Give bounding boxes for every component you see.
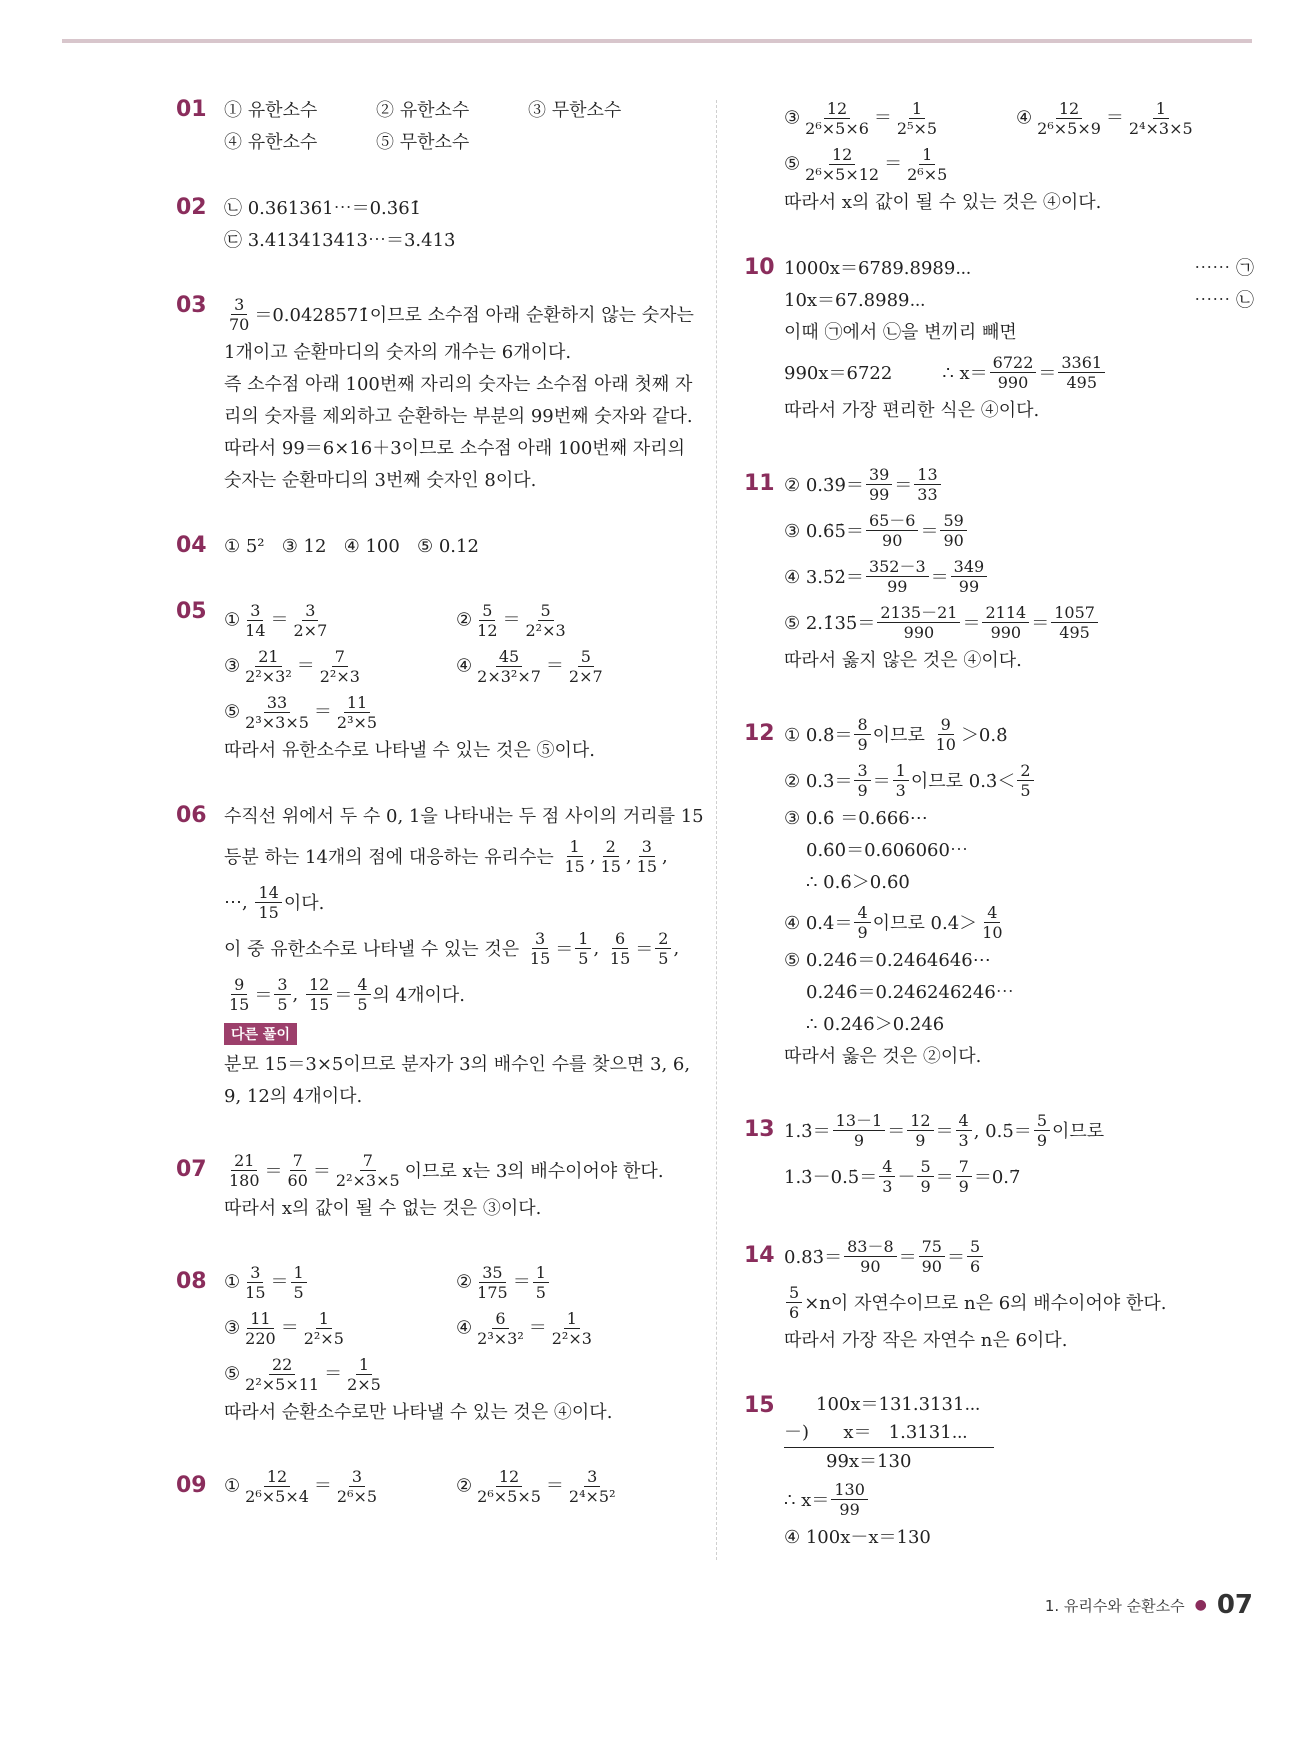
problem-number: 04 — [176, 533, 207, 558]
problem-12: 12 ① 0.8̇＝ $\frac{8}{9}$ 이므로 $\frac{9}{10}$ ＞0.8̇ ② 0.3̇＝ $\frac{3}{9}$ ＝ $\frac{1}{3}$ 이므로 0.3̇＜ $\frac{2}{5}$ ③ 0.6̇ ＝0.666⋯ 0.6̇0̇＝0.606060⋯ ∴ 0.6̇＞0.6̇0̇ ④ 0.4̇＝ $\frac{4}{9}$ 이므로 0.4̇＞ $\frac{4}{10}$ ⑤ 0.24̇6̇＝0.2464646⋯ 0.2̇46̇＝0.246246246⋯ ∴ 0.24̇6̇＞0.2̇46̇ 따라서 옳은 것은 ②이다. — [744, 711, 1254, 1073]
problem-number: 05 — [176, 599, 207, 624]
problem-number: 13 — [744, 1117, 775, 1142]
problem-number: 06 — [176, 803, 207, 828]
fraction: $\frac{3}{70}$ — [229, 294, 250, 334]
problem-07: 07 $\frac{21}{180}$ ＝ $\frac{7}{60}$ ＝ $\frac{7}{\text{2²×3×5}}$ 이므로 x는 3의 배수이어야 한다. 따라서 x의 값이 될 수 없는 것은 ③이다. — [176, 1150, 664, 1219]
top-rule — [62, 39, 1252, 43]
problem-02: 02 ㉡ 0.361361⋯＝0.3̇61̇ ㉢ 3.413413413⋯＝3.4̇13̇ — [176, 195, 456, 251]
problem-number: 11 — [744, 471, 775, 496]
problem-10: 10 1000x＝6789.8989⋯ ⋯⋯ ㉠ 10x＝67.8989⋯ ⋯⋯ ㉡ 이때 ㉠에서 ㉡을 변끼리 빼면 990x＝6722 ∴ x＝ $\frac{6722}{990}$ ＝ $\frac{3361}{495}$ 따라서 가장 편리한 식은 ④이다. — [744, 255, 1254, 421]
column-divider — [716, 100, 717, 1560]
problem-number: 08 — [176, 1269, 207, 1294]
problem-05: 05 ① $\frac{3}{14}$ ＝ $\frac{3}{2\times 7}$ ② $\frac{5}{12}$ ＝ $\frac{5}{\text{2²×3}}$ ③ $\frac{21}{\text{2²×3²}}$ ＝ $\frac{7}{\text{2²×3}}$ ④ $\frac{45}{\text{2×3²×7}}$ ＝ $\frac{5}{2\times 7}$ ⑤ $\frac{33}{\text{2³×3×5}}$ ＝ $\frac{11}{\text{2³×5}}$ 따라서 유한소수로 나타낼 수 있는 것은 ⑤이다. — [176, 599, 603, 761]
problem-number: 03 — [176, 293, 207, 318]
problem-03: 03 $\frac{3}{70}$ ＝0.04̇28571̇이므로 소수점 아래 순환하지 않는 숫자는 1개이고 순환마디의 숫자의 개수는 6개이다. 즉 소수점 아래 100번째 자리의 숫자는 소수점 아래 첫째 자 리의 숫자를 제외하고 순환하는 부분의 99번째 숫자와 같다. 따라서 99＝6×16＋3이므로 소수점 아래 100번째 자리의 숫자는 순환마디의 3번째 숫자인 8이다. — [176, 293, 694, 491]
problem-number: 12 — [744, 721, 775, 746]
problem-11: 11 ② 0.3̇9̇＝ $\frac{39}{99}$ ＝ $\frac{13}{33}$ ③ 0.6̇5̇＝ $\frac{65-6}{90}$ ＝ $\frac{59}{90}$ ④ 3.5̇2̇＝ $\frac{352-3}{99}$ ＝ $\frac{349}{99}$ ⑤ 2.1̇35̇＝ $\frac{2135-21}{990}$ ＝ $\frac{2114}{990}$ ＝ $\frac{1057}{495}$ 따라서 옳지 않은 것은 ④이다. — [744, 461, 1254, 677]
problem-number: 07 — [176, 1157, 207, 1182]
problem-14: 14 0.83̇＝ $\frac{83-8}{90}$ ＝ $\frac{75}{90}$ ＝ $\frac{5}{6}$ $\frac{5}{6}$ ×n이 자연수이므로 n은 6의 배수이어야 한다. 따라서 가장 작은 자연수 n은 6이다. — [744, 1236, 1167, 1351]
problem-number: 15 — [744, 1393, 775, 1418]
problem-number: 01 — [176, 97, 207, 122]
problem-08: 08 ① $\frac{3}{15}$ ＝ $\frac{1}{5}$ ② $\frac{35}{175}$ ＝ $\frac{1}{5}$ ③ $\frac{11}{220}$ ＝ $\frac{1}{\text{2²×5}}$ ④ $\frac{6}{\text{2³×3²}}$ ＝ $\frac{1}{\text{2²×3}}$ ⑤ $\frac{22}{\text{2²×5×11}}$ ＝ $\frac{1}{2\times 5}$ 따라서 순환소수로만 나타낼 수 있는 것은 ④이다. — [176, 1262, 613, 1423]
problem-13: 13 1.3̇＝ $\frac{13-1}{9}$ ＝ $\frac{12}{9}$ ＝ $\frac{4}{3}$ , 0.5̇＝ $\frac{5}{9}$ 이므로 1.3̇－0.5̇＝ $\frac{4}{3}$ － $\frac{5}{9}$ ＝ $\frac{7}{9}$ ＝0.7̇ — [744, 1110, 1105, 1196]
left-column — [176, 95, 704, 1543]
problem-number: 14 — [744, 1243, 775, 1268]
page-number: 07 — [1216, 1590, 1253, 1620]
chapter-title: 1. 유리수와 순환소수 — [1044, 1596, 1185, 1615]
problem-number: 09 — [176, 1473, 207, 1498]
bullet-icon: ● — [1194, 1597, 1207, 1613]
problem-number: 02 — [176, 195, 207, 220]
right-column — [744, 95, 1254, 1588]
page-footer — [1045, 1590, 1253, 1620]
problem-06: 06 수직선 위에서 두 수 0, 1을 나타내는 두 점 사이의 거리를 15 등분 하는 14개의 점에 대응하는 유리수는 $\frac{1}{15}$ , $\frac{2}{15}$ , $\frac{3}{15}$ , ⋯, $\frac{14}{15}$ 이다. 이 중 유한소수로 나타낼 수 있는 것은 $\frac{3}{15}$ ＝ $\frac{1}{5}$ , $\frac{6}{15}$ ＝ $\frac{2}{5}$ , $\frac{9}{15}$ ＝ $\frac{3}{5}$ , $\frac{12}{15}$ ＝ $\frac{4}{5}$ 의 4개이다. 다른 풀이 분모 15＝3×5이므로 분자가 3의 배수인 수를 찾으면 3, 6, 9, 12의 4개이다. — [176, 803, 704, 1107]
problem-04: 04 ① 5² ③ 12 ④ 100 ⑤ 0.12 — [176, 533, 479, 558]
problem-09-continued: ③ $\frac{12}{\text{2⁶×5×6}}$ ＝ $\frac{1}{\text{2⁵×5}}$ ④ $\frac{12}{\text{2⁶×5×9}}$ ＝ $\frac{1}{\text{2⁴×3×5}}$ ⑤ $\frac{12}{\text{2⁶×5×12}}$ ＝ $\frac{1}{\text{2⁶×5}}$ 따라서 x의 값이 될 수 있는 것은 ④이다. — [784, 98, 1193, 213]
alt-solution-badge: 다른 풀이 — [224, 1023, 297, 1045]
problem-15: 15 100x＝131.3131⋯ －) x＝ 1.3131⋯ 99x＝130 ∴ x＝ $\frac{130}{99}$ ④ 100x－x＝130 — [744, 1391, 1254, 1554]
problem-01: 01 ① 유한소수 ② 유한소수 ③ 무한소수 ④ 유한소수 ⑤ 무한소수 — [176, 97, 622, 153]
problem-09: 09 ① $\frac{12}{\text{2⁶×5×4}}$ ＝ $\frac{3}{\text{2⁶×5}}$ ② $\frac{12}{\text{2⁶×5×5}}$ ＝ $\frac{3}{\text{2⁴×5²}}$ — [176, 1466, 616, 1506]
problem-number: 10 — [744, 255, 775, 280]
